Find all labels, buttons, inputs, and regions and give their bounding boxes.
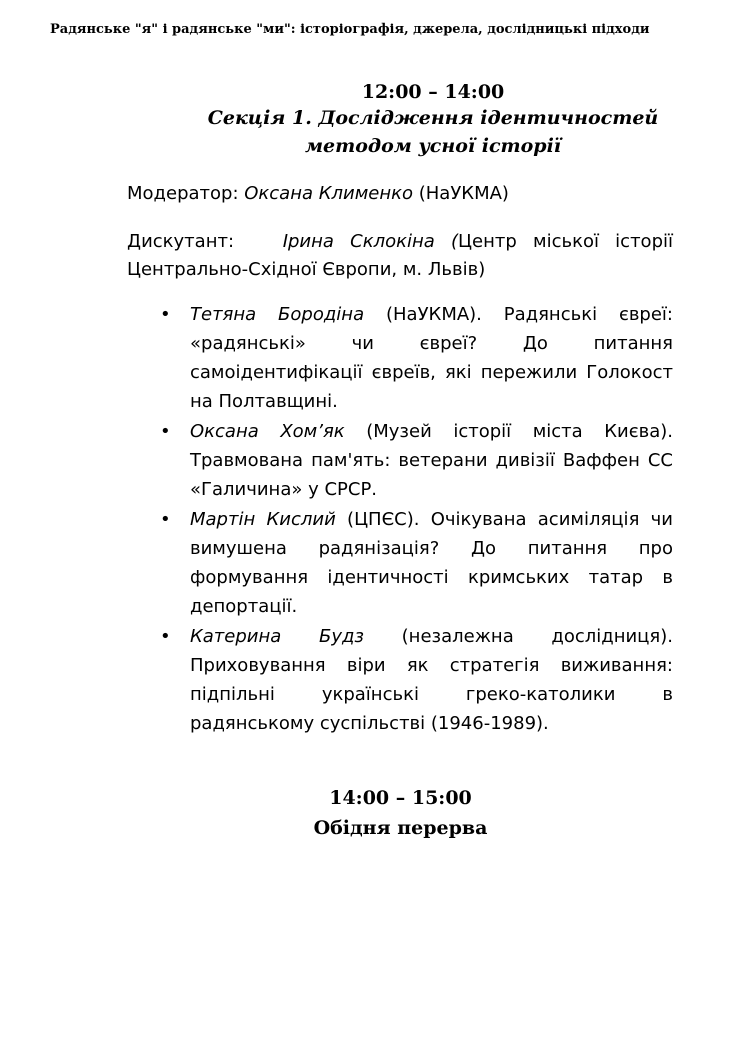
discussant-line <box>127 228 673 284</box>
talk-item <box>160 505 673 621</box>
talk-text: (ЦПЄС). Очікувана асиміляція чи вимушена радянізація? До питання про формування ідентичності кримських татар в депортації. <box>190 509 673 617</box>
moderator-affiliation: (НаУКМА) <box>413 183 509 204</box>
talk-speaker: Тетяна Бородіна <box>190 304 365 325</box>
talk-list <box>160 300 674 739</box>
section-title-line-2: методом усної історії <box>304 135 562 157</box>
moderator-line <box>127 180 673 208</box>
moderator-label: Модератор: <box>127 183 245 204</box>
running-header: Радянське "я" і радянське "ми": історіографія, джерела, дослідницькі підходи <box>50 22 650 37</box>
talk-text: (Музей історії міста Києва). Травмована пам'ять: ветерани дивізії Ваффен СС «Галичина» у СРСР. <box>190 421 673 500</box>
section-heading <box>128 80 738 160</box>
talk-item <box>160 417 673 504</box>
break-time: 14:00 – 15:00 <box>329 787 472 809</box>
section-title-line-1: Секція 1. Дослідження ідентичностей <box>207 107 659 129</box>
bullet-icon: • <box>160 304 171 325</box>
discussant-affiliation: Центр міської історії Центрально-Східної Європи, м. Львів) <box>127 231 674 280</box>
bullet-icon: • <box>160 509 171 530</box>
bullet-icon: • <box>160 421 171 442</box>
talk-speaker: Мартін Кислий <box>190 509 336 530</box>
talk-speaker: Оксана Хом’як <box>190 421 345 442</box>
bullet-icon: • <box>160 626 171 647</box>
moderator-name: Оксана Клименко <box>244 183 414 204</box>
talk-speaker: Катерина Будз <box>190 626 364 647</box>
talk-item <box>160 622 673 738</box>
discussant-label: Дискутант: <box>127 231 283 252</box>
talk-text: (незалежна дослідниця). Приховування віри як стратегія виживання: підпільні українські греко-католики в радянському суспільстві (1946-1989). <box>190 626 673 734</box>
talk-item <box>160 300 674 416</box>
section-time: 12:00 – 14:00 <box>361 81 505 103</box>
talk-text: (НаУКМА). Радянські євреї: «радянські» чи євреї? До питання самоідентифікації євреїв, які пережили Голокост на Полтавщині. <box>190 304 674 412</box>
break-title: Обідня перерва <box>313 817 488 839</box>
discussant-name: Ірина Склокіна ( <box>282 231 459 252</box>
lunch-break <box>128 783 673 843</box>
